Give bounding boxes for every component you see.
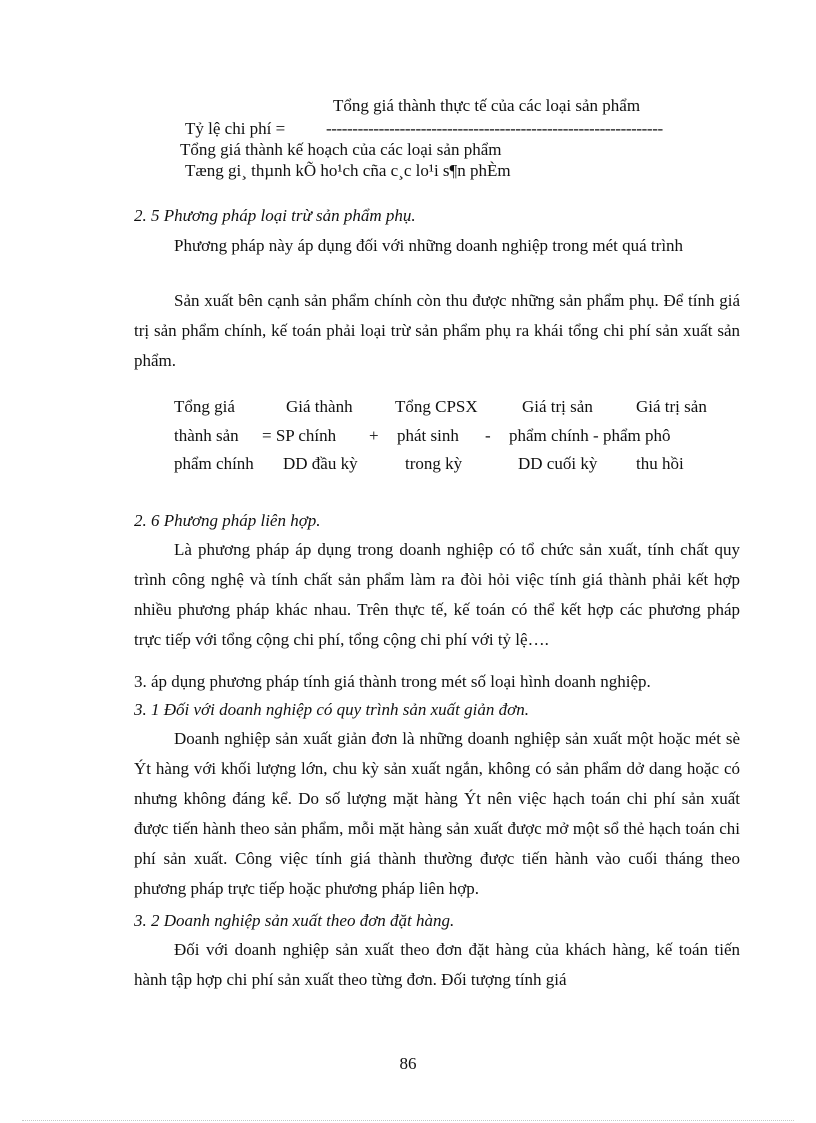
bottom-divider: [22, 1120, 794, 1121]
paragraph-2-5-a-text: Phương pháp này áp dụng đối với những doanh nghiệp trong mét quá trình: [174, 236, 684, 255]
paragraph-2-6-text: Là phương pháp áp dụng trong doanh nghiệp có tổ chức sản xuất, tính chất quy trình công nghệ và tính chất sản phẩm làm ra đòi hỏi việc tính giá thành phải kết hợp nhiều phương pháp khác nhau. Trên thực tế, kế toán có thể kết hợp các phương pháp trực tiếp với tổng cộng chi phí, tổng cộng chi phí với tỷ lệ….: [134, 540, 740, 649]
paragraph-3-2-text: Đối với doanh nghiệp sản xuất theo đơn đặt hàng của khách hàng, kế toán tiến hành tập hợp chi phí sản xuất theo từng đơn. Đối tượng tính giá: [134, 940, 740, 989]
paragraph-2-5-a: [134, 231, 740, 261]
heading-3-2: 3. 2 Doanh nghiệp sản xuất theo đơn đặt hàng.: [134, 911, 455, 930]
formula1-garbled: Tæng gi¸ thµnh kÕ ho¹ch cña c¸c lo¹i s¶n phÈm: [185, 161, 511, 180]
formula2-r2-minus: -: [485, 426, 491, 445]
formula2-r3-c4: DD cuối kỳ: [518, 454, 598, 473]
formula2-r1-c5: Giá trị sản: [636, 397, 707, 416]
paragraph-2-6: [134, 535, 740, 655]
formula2-r3-c5: thu hồi: [636, 454, 684, 473]
page-number: 86: [399, 1054, 417, 1073]
formula1-dashes: ----------------------------------------------------------------: [326, 119, 663, 138]
formula2-r2-c4: phẩm chính - phẩm phô: [509, 426, 671, 445]
formula2-r3-c1: phẩm chính: [174, 454, 254, 473]
paragraph-2-5-b-text: Sản xuất bên cạnh sản phẩm chính còn thu được những sản phẩm phụ. Để tính giá trị sản phẩm chính, kế toán phải loại trừ sản phẩm phụ ra khái tổng chi phí sản xuất sản phẩm.: [134, 291, 740, 370]
formula1-denominator: Tổng giá thành kế hoạch của các loại sản phẩm: [180, 140, 502, 159]
formula2-r1-c2: Giá thành: [286, 397, 353, 416]
formula2-r2-c1: thành sản: [174, 426, 239, 445]
paragraph-3-2: [134, 935, 740, 995]
formula2-r2-c3: phát sinh: [397, 426, 459, 445]
formula2-r1-c1: Tổng giá: [174, 397, 235, 416]
paragraph-3-1: [134, 724, 740, 904]
formula2-r1-c3: Tổng CPSX: [395, 397, 478, 416]
paragraph-2-5-b: [134, 286, 740, 376]
formula2-r2-c2: = SP chính: [262, 426, 337, 445]
formula2-r3-c3: trong kỳ: [405, 454, 463, 473]
formula1-numerator: Tổng giá thành thực tế của các loại sản phẩm: [333, 96, 641, 115]
heading-2-6: 2. 6 Phương pháp liên hợp.: [134, 511, 321, 530]
formula2-r3-c2: DD đầu kỳ: [283, 454, 358, 473]
paragraph-3-1-text: Doanh nghiệp sản xuất giản đơn là những doanh nghiệp sản xuất một hoặc mét sè Ýt hàng với khối lượng lớn, chu kỳ sản xuất ngắn, không có sản phẩm dở dang hoặc có nhưng không đáng kể. Do số lượng mặt hàng Ýt nên việc hạch toán chi phí sản xuất được tiến hành theo sản phẩm, mỗi mặt hàng sản xuất được mở một sổ thẻ hạch toán chi phí sản xuất. Công việc tính giá thành thường được tiến hành vào cuối tháng theo phương pháp trực tiếp hoặc phương pháp liên hợp.: [134, 729, 740, 898]
formula2-r2-plus: +: [369, 426, 379, 445]
heading-2-5: 2. 5 Phương pháp loại trừ sản phẩm phụ.: [134, 206, 416, 225]
formula1-label: Tỷ lệ chi phí =: [185, 119, 286, 138]
heading-3: 3. áp dụng phương pháp tính giá thành trong mét số loại hình doanh nghiệp.: [134, 672, 651, 691]
formula2-r1-c4: Giá trị sản: [522, 397, 593, 416]
heading-3-1: 3. 1 Đối với doanh nghiệp có quy trình sản xuất giản đơn.: [134, 700, 529, 719]
